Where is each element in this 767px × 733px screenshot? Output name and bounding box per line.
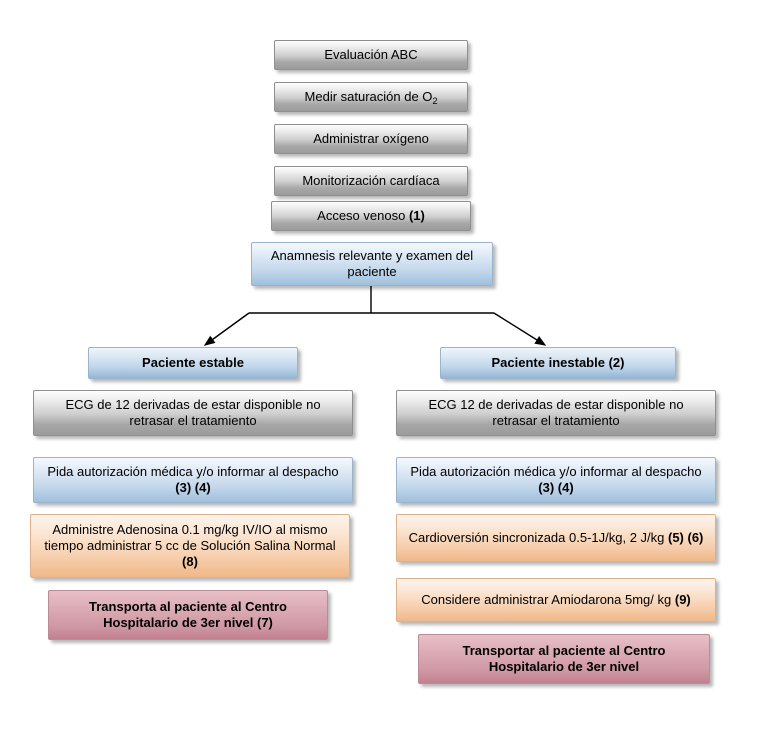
node-label: Administre Adenosina 0.1 mg/kg IV/IO al mismo tiempo administrar 5 cc de Solución Salina Normal xyxy=(44,521,336,553)
node-label-ref: (9) xyxy=(674,591,691,607)
node-label: Anamnesis relevante y examen del paciente xyxy=(270,247,474,279)
node-administrar-oxigeno xyxy=(274,124,468,154)
node-label: ECG de 12 derivadas de estar disponible no retrasar el tratamiento xyxy=(65,396,321,428)
node-label: ECG 12 de derivadas de estar disponible no retrasar el tratamiento xyxy=(428,396,684,428)
node-autorizacion-inestable xyxy=(396,457,716,503)
node-cardioversion xyxy=(396,514,716,562)
node-label: Monitorización cardíaca xyxy=(302,172,440,188)
node-label: Paciente inestable (2) xyxy=(491,354,625,370)
node-autorizacion-estable xyxy=(33,457,353,503)
node-label-ref: (3) (4) xyxy=(538,480,574,495)
node-label-ref: (5) (6) xyxy=(668,529,704,545)
node-anamnesis xyxy=(251,242,493,286)
node-label: Medir saturación de O xyxy=(304,88,433,104)
node-label: Evaluación ABC xyxy=(324,46,418,62)
node-medir-saturacion xyxy=(274,82,468,112)
node-label: Transporta al paciente al Centro Hospitalario de 3er nivel (7) xyxy=(89,598,287,630)
node-label-subscript: 2 xyxy=(432,95,438,106)
node-label: Pida autorización médica y/o informar al despacho xyxy=(410,463,702,479)
node-acceso-venoso xyxy=(271,201,471,231)
node-label: Cardioversión sincronizada 0.5-1J/kg, 2 J/kg xyxy=(408,529,668,545)
node-monitorizacion-cardiaca xyxy=(274,166,468,196)
node-label-ref: (3) (4) xyxy=(175,480,211,495)
node-paciente-estable xyxy=(88,347,298,379)
node-label-ref: (1) xyxy=(408,207,425,223)
node-label: Paciente estable xyxy=(142,354,244,370)
node-label: Administrar oxígeno xyxy=(313,130,429,146)
node-amiodarona xyxy=(396,578,716,622)
node-label: Acceso venoso xyxy=(317,207,409,223)
node-label-ref: (8) xyxy=(182,554,198,570)
node-adenosina xyxy=(30,514,350,578)
node-eval-abc xyxy=(274,40,468,70)
node-label: Pida autorización médica y/o informar al despacho xyxy=(47,463,339,479)
node-ecg-inestable xyxy=(396,390,716,436)
node-label: Transportar al paciente al Centro Hospitalario de 3er nivel xyxy=(462,642,666,674)
node-label: Considere administrar Amiodarona 5mg/ kg xyxy=(421,591,675,607)
node-transporta-estable xyxy=(48,590,328,640)
node-paciente-inestable xyxy=(440,347,676,379)
node-ecg-estable xyxy=(33,390,353,436)
node-transporta-inestable xyxy=(418,634,710,684)
